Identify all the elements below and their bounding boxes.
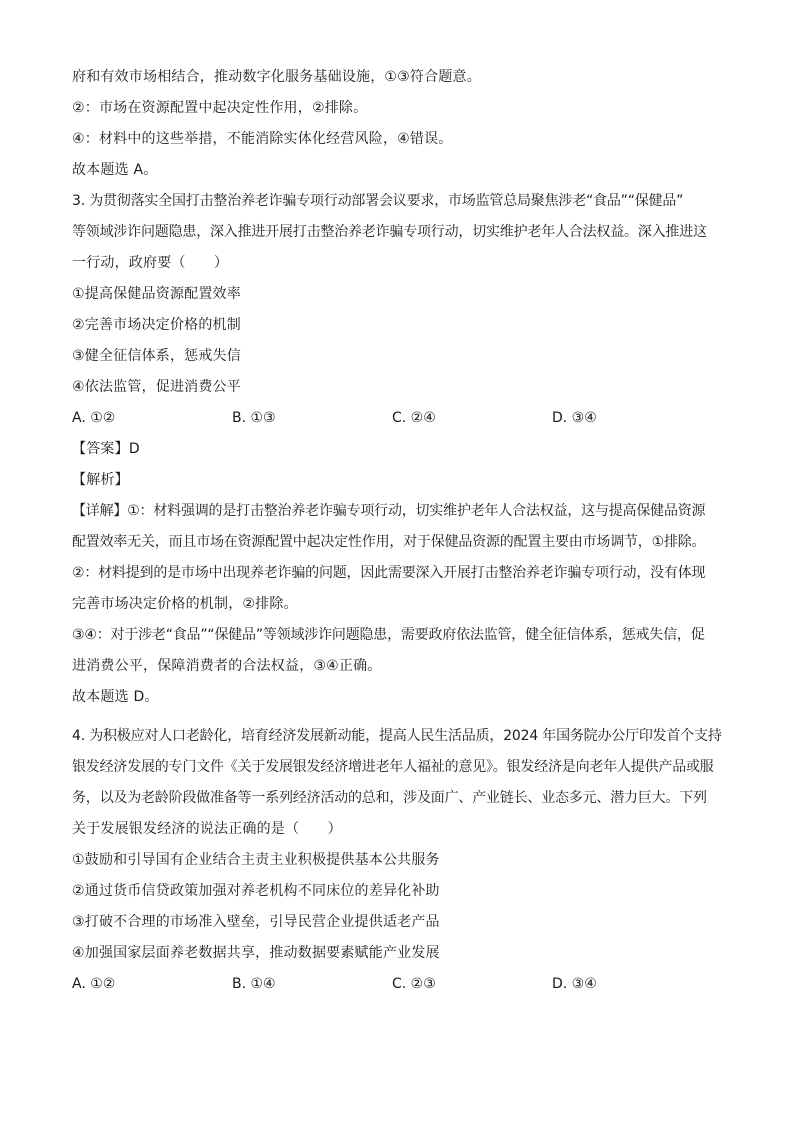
text-line: 府和有效市场相结合，推动数字化服务基础设施，①③符合题意。 xyxy=(72,69,481,85)
option-d: D. ③④ xyxy=(552,976,597,992)
answer-line xyxy=(72,434,722,465)
question-3 xyxy=(72,186,722,713)
detail-line: 进消费公平，保障消费者的合法权益，③④正确。 xyxy=(72,658,382,674)
option-b: B. ①④ xyxy=(232,976,276,992)
detail-line: 故本题选 D。 xyxy=(72,689,159,705)
detail-line: 【详解】①：材料强调的是打击整治养老诈骗专项行动，切实维护老年人合法权益，这与提高保健品资源 xyxy=(72,503,706,519)
document-page xyxy=(72,62,722,1000)
statement-item: ③健全征信体系，惩戒失信 xyxy=(72,348,241,364)
answer-options xyxy=(72,969,722,1000)
previous-answer-tail xyxy=(72,62,722,186)
option-a: A. ①② xyxy=(72,410,116,426)
option-b: B. ①③ xyxy=(232,410,276,426)
option-c: C. ②③ xyxy=(392,976,436,992)
question-stem-line: 4. 为积极应对人口老龄化，培育经济发展新动能，提高人民生活品质，2024 年国务院办公厅印发首个支持 xyxy=(72,728,722,744)
statement-item: ④依法监管，促进消费公平 xyxy=(72,379,241,395)
statement-item: ③打破不合理的市场准入壁垒，引导民营企业提供适老产品 xyxy=(72,914,440,930)
text-line: 故本题选 A。 xyxy=(72,162,158,178)
answer-options xyxy=(72,403,722,434)
option-d: D. ③④ xyxy=(552,410,597,426)
option-a: A. ①② xyxy=(72,976,116,992)
text-line: ②：市场在资源配置中起决定性作用，②排除。 xyxy=(72,100,368,116)
answer-value: D xyxy=(128,441,140,457)
statement-item: ④加强国家层面养老数据共享，推动数据要素赋能产业发展 xyxy=(72,945,440,961)
statement-item: ②完善市场决定价格的机制 xyxy=(72,317,241,333)
answer-label: 【答案】 xyxy=(72,441,129,457)
detail-line: ③④：对于涉老“食品”“保健品”等领域涉诈问题隐患，需要政府依法监管，健全征信体系，惩戒失信，促 xyxy=(72,627,705,643)
text-line: ④：材料中的这些举措，不能消除实体化经营风险，④错误。 xyxy=(72,131,453,147)
detail-line: ②：材料提到的是市场中出现养老诈骗的问题，因此需要深入开展打击整治养老诈骗专项行动，没有体现 xyxy=(72,565,706,581)
question-stem-line: 银发经济发展的专门文件《关于发展银发经济增进老年人福祉的意见》。银发经济是向老年人提供产品或服 xyxy=(72,759,714,775)
question-stem-line: 等领域涉诈问题隐患，深入推进开展打击整治养老诈骗专项行动，切实维护老年人合法权益。深入推进这 xyxy=(72,224,707,240)
detail-line: 配置效率无关，而且市场在资源配置中起决定性作用，对于保健品资源的配置主要由市场调节，①排除。 xyxy=(72,534,706,550)
option-c: C. ②④ xyxy=(392,410,436,426)
detail-line: 完善市场决定价格的机制，②排除。 xyxy=(72,596,298,612)
question-stem-line: 3. 为贯彻落实全国打击整治养老诈骗专项行动部署会议要求，市场监管总局聚焦涉老“食品”“保健品” xyxy=(72,193,684,209)
question-stem-line: 务，以及为老龄阶段做准备等一系列经济活动的总和，涉及面广、产业链长、业态多元、潜力巨大。下列 xyxy=(72,790,707,806)
statement-item: ①鼓励和引导国有企业结合主责主业积极提供基本公共服务 xyxy=(72,852,440,868)
question-4 xyxy=(72,721,722,1000)
statement-item: ①提高保健品资源配置效率 xyxy=(72,286,241,302)
statement-item: ②通过货币信贷政策加强对养老机构不同床位的差异化补助 xyxy=(72,883,440,899)
question-stem-line: 一行动，政府要（ ） xyxy=(72,255,229,271)
question-stem-line: 关于发展银发经济的说法正确的是（ ） xyxy=(72,821,342,837)
analysis-label: 【解析】 xyxy=(72,472,129,488)
